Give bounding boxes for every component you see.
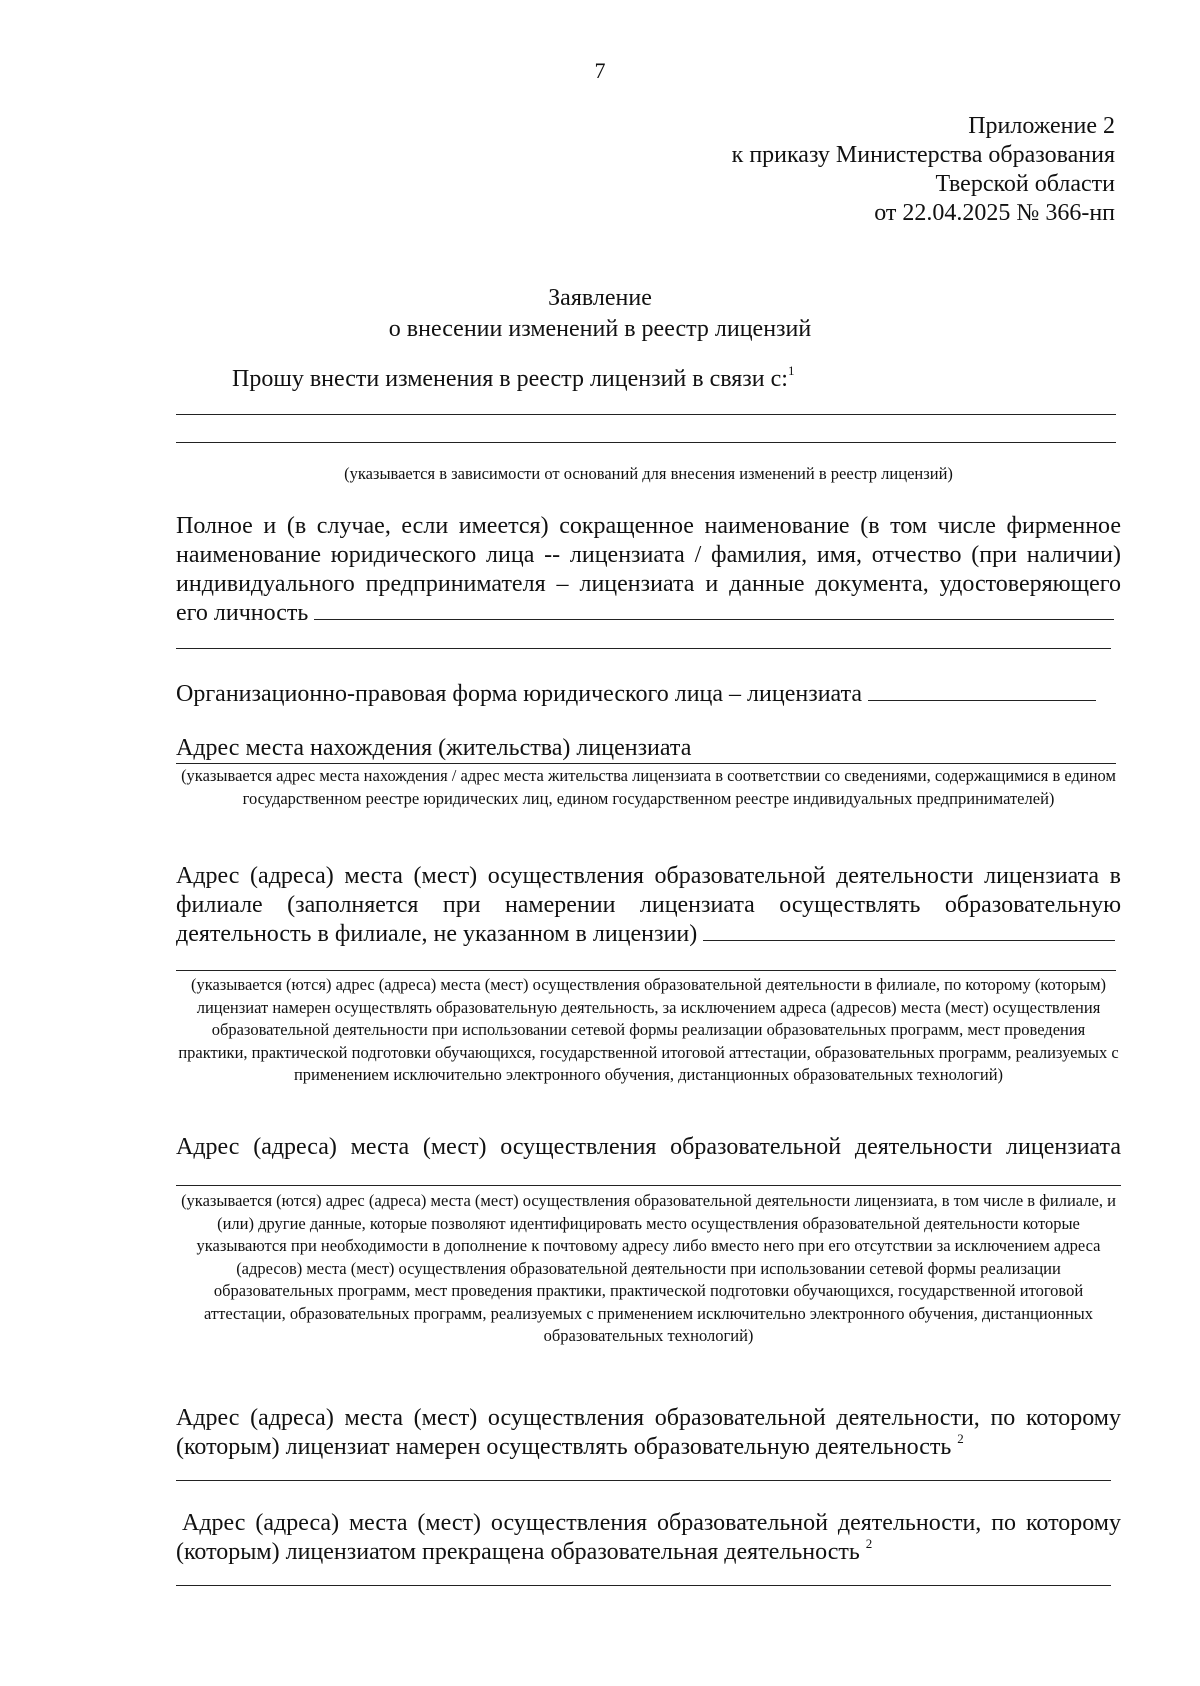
intended-address-paragraph [176,1404,1121,1462]
terminated-address-text: Адрес (адреса) места (мест) осуществления образовательной деятельности, по которому (которым) лицензиатом прекращена образовательная деятельность [176,1510,1121,1565]
activity-address-field[interactable] [176,1185,1121,1186]
legal-form-label: Организационно-правовая форма юридического лица – лицензиата [176,681,863,707]
document-subtitle: о внесении изменений в реестр лицензий [388,316,812,342]
appendix-line-3: Тверской области [935,171,1115,197]
request-field-line-2[interactable] [176,442,1116,443]
appendix-header [732,112,1115,228]
activity-address-note: (указывается (ются) адрес (адреса) места (мест) осуществления образовательной деятельности лицензиата, в том числе в филиале, и (или) другие данные, которые позволяют идентифицировать место осуществления образовательной деятельности которые указываются при необходимости в дополнение к почтовому адресу либо вместо него при его отсутствии за исключением адреса (адресов) места (мест) осуществления образовательной деятельности при использовании сетевой формы реализации образовательных программ, мест проведения практики, практической подготовки обучающихся, государственной итоговой аттестации, образовательных программ, реализуемых с применением исключительно электронного обучения, дистанционных образовательных технологий) [181,1191,1116,1345]
request-field-line-1[interactable] [176,414,1116,415]
legal-form-row [176,680,1096,709]
branch-address-last-line [176,920,1115,949]
residence-address-field[interactable] [176,763,1116,764]
branch-address-paragraph: Адрес (адреса) места (мест) осуществления образовательной деятельности лицензиата в филиале (заполняется при намерении лицензиата осуществлять образовательную [176,863,1121,918]
appendix-line-4: от 22.04.2025 № 366-нп [874,200,1115,226]
intended-address-field[interactable] [176,1480,1111,1481]
terminated-address-paragraph [176,1509,1121,1567]
terminated-address-field[interactable] [176,1585,1111,1586]
appendix-line-1: Приложение 2 [968,113,1115,139]
full-name-paragraph: Полное и (в случае, если имеется) сокращенное наименование (в том числе фирменное наименование юридического лица -- лицензиата / фамилия, имя, отчество (при наличии) индивидуального предпринимателя – лицензиата и данные документа, удостоверяющего [176,513,1121,597]
request-note: (указывается в зависимости от оснований для внесения изменений в реестр лицензий) [344,464,953,483]
residence-address-note: (указывается адрес места нахождения / адрес места жительства лицензиата в соответствии со сведениями, содержащимися в едином государственном реестре юридических лиц, едином государственном реестре индивидуальных предпринимателей) [181,766,1116,808]
request-text: Прошу внести изменения в реестр лицензий в связи с: [232,366,788,392]
legal-form-field[interactable] [868,699,1096,701]
branch-address-last-text: деятельность в филиале, не указанном в лицензии) [176,921,698,947]
intended-address-footnote: 2 [957,1431,964,1446]
full-name-last-text: его личность [176,600,309,626]
full-name-field[interactable] [314,618,1114,620]
full-name-last-line [176,599,1114,628]
residence-address-label: Адрес места нахождения (жительства) лицензиата [176,735,692,761]
branch-address-field-line-2[interactable] [176,970,1116,971]
branch-address-note: (указывается (ются) адрес (адреса) места (мест) осуществления образовательной деятельности в филиале, по которому (которым) лицензиат намерен осуществлять образовательную деятельность, за исключением адреса (адресов) места (мест) осуществления образовательной деятельности при использовании сетевой формы реализации образовательных программ, мест проведения практики, практической подготовки обучающихся, государственной итоговой аттестации, образовательных программ, реализуемых с применением исключительно электронного обучения, дистанционных образовательных технологий) [178,975,1119,1084]
terminated-address-footnote: 2 [865,1536,873,1551]
intended-address-text: Адрес (адреса) места (мест) осуществления образовательной деятельности, по которому (которым) лицензиат намерен осуществлять образовательную деятельность [176,1405,1121,1460]
page-number: 7 [594,58,606,83]
activity-address-paragraph: Адрес (адреса) места (мест) осуществления образовательной деятельности лицензиата [176,1134,1121,1160]
full-name-field-line-2[interactable] [176,648,1111,649]
document-title: Заявление [548,285,652,311]
request-label [232,365,794,394]
appendix-line-2: к приказу Министерства образования [731,142,1115,168]
branch-address-field[interactable] [703,939,1115,941]
request-footnote: 1 [787,363,795,378]
